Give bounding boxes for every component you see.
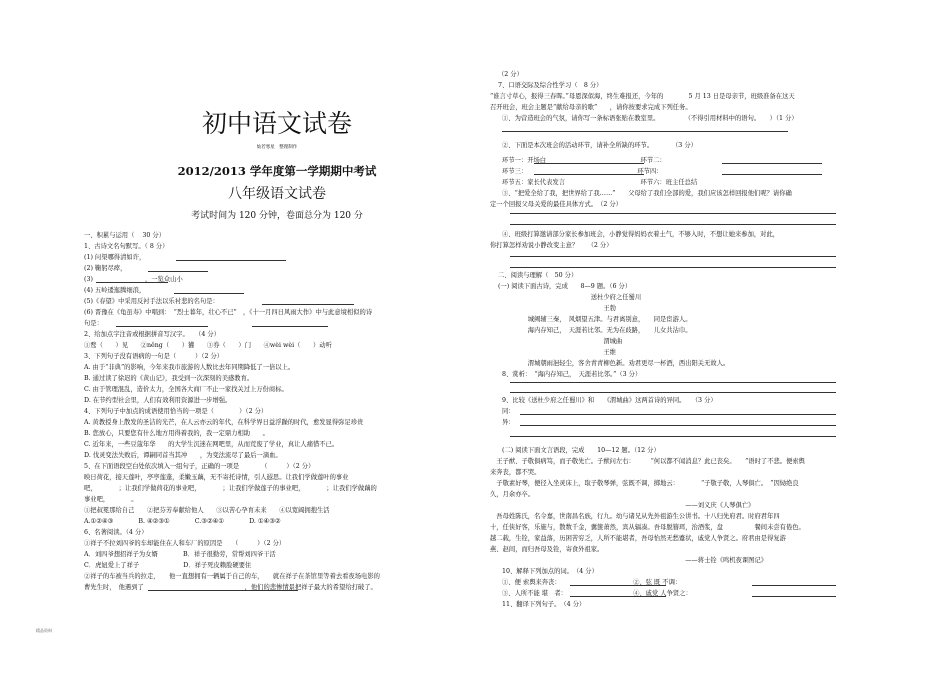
answer-line[interactable]	[752, 596, 836, 597]
left-line: ①把叔冕那给自己 ②把芬芳奉献给他人 ③以苦心孕育未来 ④以宽阔拥抱生活	[84, 507, 330, 514]
left-line: (2) 鞠躬尽瘁，	[84, 265, 127, 272]
left-line: A. 由于“非典”的影响，今年来我市旅游的人数比去年同期降低了一倍以上。	[84, 364, 295, 371]
left-line: 曹先生时， 他遇到了 ，他们的悲惨情景把祥子最大的希望给打破了。	[84, 584, 377, 591]
right-line: 环节五：家长代表发言 环节六：班主任总结	[502, 179, 698, 186]
right-line: ③、人所不能 堪 者： ④、戚党 人争贤之：	[502, 590, 692, 597]
left-line: 4、下列句子中加点的成语使用恰当的一项是（ ）（2 分）	[84, 408, 268, 415]
right-line: 你打算怎样劝说小静改变主意？ （2 分）	[490, 242, 613, 249]
right-line: 渭城曲	[490, 338, 623, 345]
right-line: 王子猷、子敬俱病笃，而子敬先亡。子猷问左右： “何以都不闻消息？此已丧矣。 ”语时了不悲。便索舆	[490, 458, 805, 465]
left-line: D. 伐灵变法失败后，谭嗣同首当其冲 ，为变法流尽了最后一滴血。	[84, 452, 282, 459]
right-line: 渭城朝雨浥轻尘，客舍青青柳色新。劝君更尽一杯酒，西出阳关无故人。	[490, 360, 730, 367]
left-line: A.①②④③ B. ④②③① C.③②④① D. ①④③②	[84, 518, 281, 525]
right-line: ①、为营造班会的气氛，请你写一条标语张贴在教室里。 （不得引用材料中的语句。 ）（1 分）	[502, 115, 798, 122]
left-line: D. 在节约型社会里，人们有效利用资源进一步增强。	[84, 397, 232, 404]
right-line: ——刘义庆《人琴俱亡》	[490, 502, 755, 509]
left-line: 句是：	[84, 320, 103, 327]
right-line: (二) 阅读下面文言语段，完成 10—12 题。（12 分）	[502, 447, 660, 454]
left-line: 6、名著阅读。（4 分）	[84, 529, 148, 536]
right-line: 11、翻译下列句子。 （4 分）	[502, 601, 586, 608]
right-line: 召开班会，班会主题是“献给母亲的歌” ，请你按要求完成下列任务。	[490, 104, 692, 111]
left-line: 映日荷花，接天莲叶，亭亭莲蓬，柔嫩玉藕，无不寄托诗情，引人遐思。让我们学做莲叶的事业	[84, 474, 349, 481]
answer-line[interactable]	[502, 131, 788, 132]
answer-line[interactable]	[510, 436, 836, 437]
right-line: “谁言寸草心，报得三春晖。”母恩深似海，终生难报还，今年的 5 月 13 日是母亲节，班级准备在这天	[490, 93, 795, 100]
right-line: 王勃	[490, 305, 616, 312]
answer-blank[interactable]	[148, 590, 298, 591]
answer-blank[interactable]	[176, 260, 286, 261]
right-line: 异：	[502, 419, 515, 426]
left-line: 2、给加点字注音或根据拼音写汉字。 （4 分）	[84, 331, 220, 338]
answer-line[interactable]	[722, 174, 822, 175]
right-line: 城阙辅三秦， 风烟望五津。与君离别意， 同是宦游人。	[490, 316, 692, 323]
right-line: 海内存知己， 天涯若比邻。无为在歧路， 儿女共沾巾。	[490, 327, 692, 334]
right-line: 来奔丧，都不哭。	[490, 469, 541, 476]
left-line: 吧， ；让我们学做荷花的事业吧， ；让我们学做莲子的事业吧， ；让我们学做藕的	[84, 485, 377, 492]
answer-line[interactable]	[722, 163, 822, 164]
right-line: 7、口语交际及综合性学习（ 8 分）	[498, 82, 603, 89]
right-line: 十，任侠好客，乐施与，散数千金，囊箧萧然，宾从辐凑。吾母脱簪珥，治酒浆，盘 餐间未尝有倦色。	[490, 524, 805, 531]
answer-line[interactable]	[752, 585, 836, 586]
right-line: ②、下面是本次班会的活动环节，请补全所缺的环节。 （3 分）	[502, 142, 697, 149]
left-line: C．虎妞爱上了祥子 D．祥子死皮赖脸硬要住	[84, 562, 252, 569]
right-line: 子敬素好琴，便径入坐灵床上，取子敬琴弹，弦既不调，掷地云： “子敬子敬，人琴俱亡。 ”因恸绝良	[490, 480, 799, 487]
left-line: 3、下列句子没有语病的一句是（ ）（2 分）	[84, 353, 224, 360]
right-line: 二、阅读与理解（ 50 分）	[498, 272, 578, 279]
left-line: (3) ，一览众山小	[84, 276, 183, 283]
answer-line[interactable]	[510, 267, 836, 268]
right-line: 8、赏析： “海内存知己， 天涯若比邻。”（3 分）	[502, 371, 642, 378]
answer-line[interactable]	[520, 425, 836, 426]
answer-line[interactable]	[520, 414, 836, 415]
right-line: 送杜少府之任蜀川	[490, 294, 642, 301]
answer-blank[interactable]	[252, 326, 328, 327]
year-title: 2012/2013 学年度第一学期期中考试	[177, 164, 377, 178]
right-line: 燕、赵间，而归吾母及铨，寄食外祖家。	[490, 546, 604, 553]
right-line: 久，月余亦卒。	[490, 491, 535, 498]
answer-blank[interactable]	[262, 304, 354, 305]
footer-stamp: 精品资料	[36, 628, 52, 633]
right-line: 越二载，生铨，家益落，历困苦穷乏，人所不能堪者，吾母怡然无愁蹙状，戚党人争贤之。府君由是得复游	[490, 535, 786, 542]
answer-line[interactable]	[570, 596, 666, 597]
main-title: 初中语文试卷	[201, 109, 352, 138]
left-line: ①祥子不拉刘四爷的车却能住在人和车厂的原因是 （ ）（2 分）	[84, 540, 286, 547]
answer-blank[interactable]	[174, 293, 244, 294]
left-line: 一、积累与运用（ 30 分）	[84, 232, 165, 239]
left-line: (1) 问渠哪得清如许，	[84, 254, 146, 261]
left-line: C. 由于管理混乱，造价太力，全国各大商厂不止一家找关过上万份商标。	[84, 386, 288, 393]
right-line: 定一个回报父母关爱的最佳具体方式。 （2 分）	[490, 201, 622, 208]
answer-line[interactable]	[570, 585, 666, 586]
answer-blank[interactable]	[148, 271, 208, 272]
left-line: (6) 晋豫在《龟虽寿》中唱到： “烈士暮年，壮心不已” ，《十一月四日风雨大作》中与此意境相似的诗	[84, 309, 373, 316]
left-line: 5、在下面语段空白处依次填入一组句子，正确的一项是 （ ）（2 分）	[84, 463, 315, 470]
right-line: ③、“把爱全给了我，把世界给了我……” 父母给了我们全部的爱，我们应该怎样回报他们呢？请你确	[502, 190, 792, 197]
right-line: 王维	[490, 349, 616, 356]
answer-line[interactable]	[510, 256, 836, 257]
answer-blank[interactable]	[96, 282, 168, 283]
left-line: 1、古诗文名句默写。（ 8 分）	[84, 243, 169, 250]
left-line: B. 您放心，只要您有什么地方用得着我的，我一定鼎力相助 。	[84, 430, 269, 437]
left-line: C. 近年来，一些豆蔻年华 的大学生沉迷在网吧里，从而荒废了学业，真让人痛惜不已。	[84, 441, 339, 448]
left-line: ①鹜（ ）见 ②něng（ ）獾 ③券（ ）门 ④wèi wèi（ ）动听	[84, 342, 332, 349]
answer-line[interactable]	[534, 174, 644, 175]
right-line: ①、便 索舆来奔丧： ②、弦 既 不调：	[502, 579, 682, 586]
answer-line[interactable]	[534, 163, 644, 164]
right-line: （2 分）	[498, 71, 523, 78]
left-line: A．刘四爷想招祥子为女婿 B．祥子很勤劳，常帮刘四爷干活	[84, 551, 276, 558]
left-line: B. 通过读了徐迟的《黄山记》，我受到一次深刻的美感教育。	[84, 375, 254, 382]
left-line: (4) 五岭逶迤腾细浪，	[84, 287, 146, 294]
answer-line[interactable]	[510, 392, 836, 393]
right-line: ④、班级打算邀请部分家长参加班会，小静觉得妈妈衣着土气，不够入时，不想让她来参加，对此，	[502, 231, 780, 238]
right-line: 10、解释下列加点的词。 （4 分）	[502, 568, 598, 575]
answer-line[interactable]	[510, 382, 836, 383]
right-line: 环节一：开场白 环节二：	[502, 157, 666, 164]
right-line: (一) 阅读下面古诗，完成 8—9 题。（6 分）	[498, 283, 632, 290]
answer-line[interactable]	[510, 213, 836, 214]
right-line: ——蒋士铨《鸣机夜课图记》	[490, 557, 768, 564]
exam-info: 考试时间为 120 分钟，卷面总分为 120 分	[191, 211, 363, 221]
left-line: (5)《春望》中采用反衬手法以乐衬悲的名句是：	[84, 298, 219, 305]
left-line: 事业吧， 。	[84, 496, 138, 503]
answer-line[interactable]	[510, 224, 836, 225]
grade-title: 八年级语文试卷	[228, 186, 326, 202]
left-line: ②祥子的车被当兵的拉走， 他一直想拥有一辆属于自己的车， 就在祥子在茶馆里等着去看夜场电影的	[84, 573, 380, 580]
right-line: 环节三： 环节四：	[502, 168, 663, 175]
right-line: 吾母姓陈氏，名令嘉，世南昌名族，行九。幼与诸兄从先外祖游生公讲书。十八归先府君。时府君年四	[490, 513, 780, 520]
right-line: 同：	[502, 408, 515, 415]
left-line: A. 黄教授身上散发的圣洁的光芒，在人云亦云的年代，在科学界日益浮躁的时代，愈发显得弥足珍贵	[84, 419, 364, 426]
answer-blank[interactable]	[116, 326, 208, 327]
right-line: 9、比较《送杜少府之任蜀川》和 《渭城曲》这两首诗的异同。 （3 分）	[502, 397, 717, 404]
byline: 灿若寒星 整理制作	[256, 145, 298, 150]
